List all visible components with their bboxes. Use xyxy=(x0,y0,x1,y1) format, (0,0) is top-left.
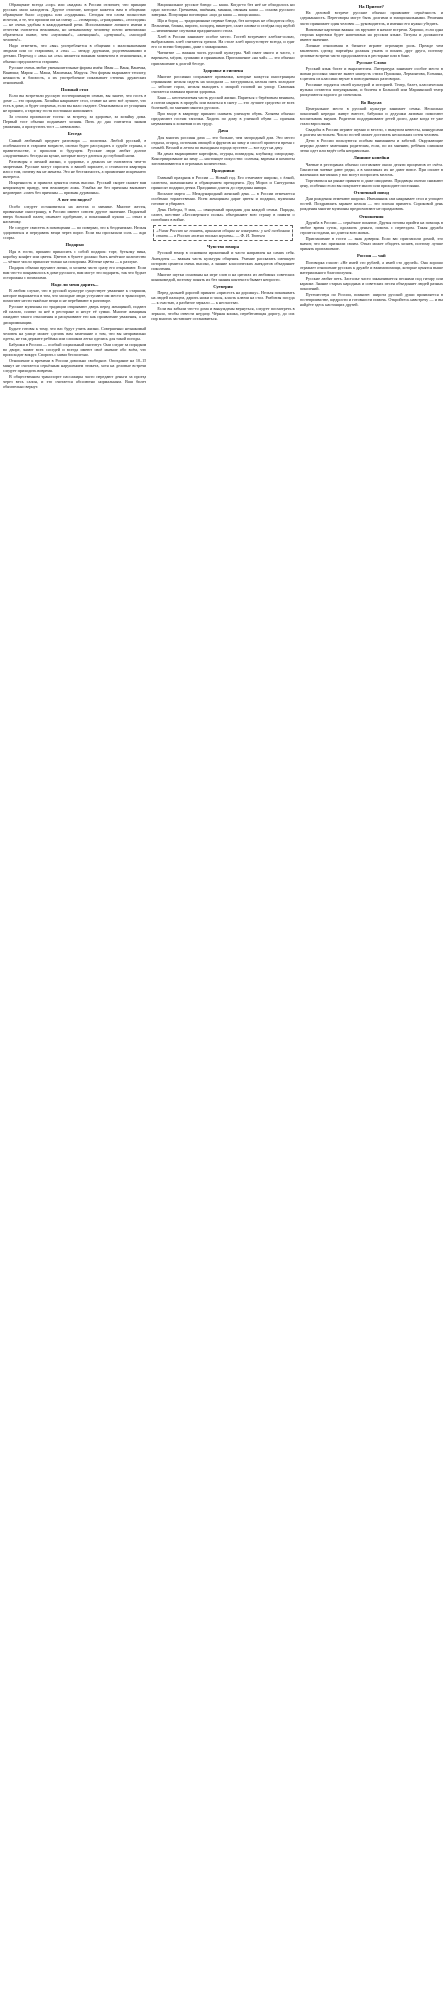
paragraph: Дни рождения отмечают широко. Именинник сам накрывает стол и угощает гостей. Поздравлять заранее нельзя — это плохая примета. Сороковой день рождения многие мужчины предпочитают не праздновать. xyxy=(299,196,443,212)
paragraph: Россияне гордятся своей культурой и историей. Театр, балет, классическая музыка остаются популярными, и билеты в Большой или Мариинский театр раскупаются задолго до спектакля. xyxy=(299,82,443,98)
paragraph: Чаевые в ресторанах обычно составляют около десяти процентов от счёта. Таксистам чаевые дают редко, а в магазинах их не дают вовсе. При оплате в маленьких магазинах у вас могут попросить мелочь. xyxy=(299,161,443,177)
paragraph: В общественном транспорте пассажиры часто передают деньги за проезд через весь салон, и это считается абсолютно нормальным. Ваш билет обязательно вернут. xyxy=(3,373,147,390)
paragraph: Самый любимый предмет разговора — политика. Любой русский, в особенности в старшем возрасте, охотно будет рассуждать о судьбе страны, о правительстве, о прошлом и будущем. Русские люди любят долгие «задушевные» беседы на кухне, которые могут длиться до глубокой ночи. xyxy=(3,137,147,159)
paragraph: Дружба в России — серьёзное понятие. Друзья готовы прийти на помощь в любое время суток, одолжить деньги, помочь с переездом. Такая дружба строится годами, но длится всю жизнь. xyxy=(299,219,443,236)
section-heading: Беседа xyxy=(67,131,82,137)
quote-box: «Умом Россию не понять, аршином общим не измерить: у ней особенная стать — в Россию можно только верить». — Ф. И. Тютчев xyxy=(153,225,292,241)
paragraph: Многие шутки основаны на игре слов и на цитатах из любимых советских кинокомедий, поэтому понять их без знания контекста бывает непросто. xyxy=(151,271,295,282)
section-heading: А вот это видел? xyxy=(57,197,92,203)
section-heading: Отличный повод xyxy=(353,189,389,195)
paragraph: На дачах выращивают картофель, огурцы, помидоры, клубнику, смородину. Консервирование на зиму — настоящее искусство: соленья, варенья и компоты заготавливаются в огромных количествах. xyxy=(151,150,295,167)
paragraph: Торговаться на рынке принято и даже ожидаемо. Продавцы охотно снижают цену, особенно если вы покупаете много или приходите постоянно. xyxy=(299,177,443,188)
paragraph: На деловой встрече русские обычно проявляют серьёзность и сдержанность. Переговоры могут быть долгими и эмоциональными. Решения часто принимает один человек — руководитель, и именно его нужно убедить. xyxy=(299,10,443,26)
section-heading: Русское Слово xyxy=(356,59,387,65)
paragraph: Подарок обычно вручают лично, и хозяева часто сразу его открывают. Если вам что-то понравилось в доме русского, вам могут это подарить, так что будьте осторожны с похвалами. xyxy=(3,264,147,280)
paragraph: Русские любят петь. Застолье часто заканчивается песнями под гитару или караоке. Знание старых народных и советских песен объединяет людей разных поколений. xyxy=(299,275,443,291)
section-heading: На Приеме? xyxy=(358,4,384,9)
paragraph: Щи и борщ — традиционные первые блюда, без которых не обходится обед. Пельмени, блины, пироги, холодец, винегрет, салат оливье и селёдка под шубой — неизменные спутники праздничного стола. xyxy=(151,18,295,34)
text-column-middle xyxy=(151,2,294,1998)
paragraph: Свадьбы в России играют шумно и весело, с выкупом невесты, конкурсами и долгим застольем. Число гостей может достигать нескольких сотен человек. xyxy=(299,127,443,138)
paragraph: День Победы, 9 мая, — священный праздник для каждой семьи. Парады, салют, шествие «Бессмертного полка» объединяют всю страну в памяти о погибших в войне. xyxy=(151,206,295,222)
paragraph: Главный праздник в России — Новый год. Его отмечают широко, с ёлкой, салютом, шампанским и обращением президента. Дед Мороз и Снегурочка приносят подарки детям. Праздники длятся до середины января. xyxy=(151,174,295,190)
paragraph: Надо отметить, что «вы» употребляется в общении с малознакомыми людьми или со старшими, а «ты» — между друзьями, родственниками и детьми. Переход с «вы» на «ты» является важным моментом в отношениях, и обычно предлагается старшим. xyxy=(3,43,147,64)
paragraph: Баня — неотъемлемая часть русской жизни. Париться с берёзовым веником, а потом нырять в прорубь или валяться в снегу — это лучшее средство от всех болезней, по мнению многих русских. xyxy=(151,95,295,111)
section-heading: Полный стол xyxy=(60,86,89,92)
paragraph: Отношение к времени в России довольно свободное. Опоздание на 10–15 минут не считается серьёзным нарушением этикета, хотя на деловые встречи следует приходить вовремя. xyxy=(3,357,147,373)
paragraph: Визитные карточки важны: их вручают в начале встречи. Хорошо, если одна сторона карточки будет напечатана на русском языке. Титулы и должности имеют значение. xyxy=(299,26,443,42)
paragraph: Идя в гости, принято приносить с собой подарок: торт, бутылку вина, коробку конфет или цветы. Цветов в букете должно быть нечётное количество — чётное число приносят только на похороны. Жёлтые цветы — к разлуке. xyxy=(3,248,147,264)
section-heading: Суеверия xyxy=(213,283,233,289)
paragraph: Русские очень любят уменьшительные формы имён: Иван — Ваня, Ванечка, Ванюша; Мария — Маша, Машенька, Маруся. Эти формы выражают теплоту, нежность и близость, а их употребление показывает степень дружеских отношений. xyxy=(3,64,147,85)
paragraph: Не следует свистеть в помещении — по поверью, это к безденежью. Нельзя здороваться и передавать вещи через порог. Если вы просыпали соль — жди ссоры. xyxy=(3,225,147,241)
paragraph: Приглашение в гости — знак доверия. Если вас пригласили домой, это значит, что вас признали своим. Отказ может обидеть хозяев, поэтому лучше принять приглашение. xyxy=(299,236,443,252)
paragraph: Особо следует остановиться на жестах и мимике. Многие жесты, привычные иностранцу, в России имеют совсем другое значение. Поднятый вверх большой палец означает одобрение, а показанный кукиш — отказ и насмешку. xyxy=(3,203,147,224)
section-heading: Праздники xyxy=(211,168,235,174)
paragraph: За столом произносят тосты: за встречу, за здоровье, за хозяйку дома. Первый тост обычно поднимает хозяин. Пить до дна считается знаком уважения, а пропустить тост — невежливо. xyxy=(3,114,147,130)
section-heading: Здоровье и гигиена xyxy=(202,67,243,73)
paragraph: Если вы встретили русскую гостеприимную семью, вы знаете, что гость в доме — это праздник. Хозяйка накрывает стол, ставит на него всё лучшее, что есть в доме, и будет огорчена, если вы мало съедите. Отказываться от угощения не принято, а тарелку гостя постоянно наполняют. xyxy=(3,93,147,114)
section-heading: Россия — чай xyxy=(357,253,386,259)
document-page xyxy=(3,2,443,1998)
paragraph: Перед дальней дорогой принято «присесть на дорожку». Нельзя показывать на людей пальцем, дарить ножи и часы, класть ключи на стол. Разбитая посуда — к счастью, а разбитое зеркало — к несчастью. xyxy=(151,290,295,306)
text-column-right xyxy=(300,2,443,1998)
paragraph: Если вы забыли что-то дома и вынуждены вернуться, следует посмотреть в зеркало, чтобы отвести неудачу. Чёрная кошка, перебегающая дорогу, до сих пор многих заставляет остановиться. xyxy=(151,306,295,322)
paragraph: Русские мужчины по традиции открывают дверь перед женщиной, подают ей пальто, платят за неё в ресторане и несут её сумки. Многие женщины ожидают такого отношения и расценивают его как проявление уважения, а не дискриминации. xyxy=(3,304,147,325)
paragraph: Русский язык богат и выразителен. Литература занимает особое место в жизни россиян: многие знают наизусть стихи Пушкина, Лермонтова, Есенина, а цитаты из классики звучат в повседневных разговорах. xyxy=(299,66,443,82)
paragraph: При входе в квартиру принято снимать уличную обувь. Хозяева обычно предлагают гостям тапочки. Ходить по дому в уличной обуви — признак неуважения к хозяевам и их труду. xyxy=(151,111,295,127)
paragraph: Бабушки в России — особый социальный институт. Они следят за порядком во дворе, знают всех соседей и всегда имеют своё мнение обо всём, что происходит вокруг. Спорить с ними бесполезно. xyxy=(3,341,147,357)
section-heading: Подарки xyxy=(65,242,84,248)
section-heading: Во Вкусах xyxy=(360,99,382,105)
section-heading: Чувство юмора xyxy=(206,244,240,250)
paragraph: Личные отношения в бизнесе играют огромную роль. Прежде чем заключить сделку, партнёры должны узнать и понять друг друга, поэтому деловые встречи часто продолжаются в ресторане или в бане. xyxy=(299,42,443,58)
paragraph: Поговорка гласит: «Не имей сто рублей, а имей сто друзей». Она хорошо отражает отношение русских к дружбе и взаимопомощи, которые ценятся выше материального благополучия. xyxy=(299,259,443,275)
paragraph: Разговоры о личной жизни, о здоровье, о деньгах не считаются чем-то запретным. Русские могут спросить о вашей зарплате, о стоимости квартиры или о том, почему вы не женаты. Это не бестактность, а проявление искреннего интереса. xyxy=(3,159,147,180)
paragraph: Будьте готовы к тому, что вас будут учить жизни. Совершенно незнакомый человек на улице может сделать вам замечание о том, что вы неправильно одеты, не так держите ребёнка или слишком легко оделись для такой погоды. xyxy=(3,325,147,341)
section-heading: Отношения xyxy=(359,213,384,219)
paragraph: Хлеб в России занимает особое место. Гостей встречают хлебом-солью, выбрасывать хлеб считается грехом. На столе хлеб присутствует всегда, и едят его со всеми блюдами, даже с макаронами. xyxy=(151,34,295,50)
paragraph: Русский юмор в основном ироничный и часто направлен на самих себя. Анекдоты — важная часть культуры общения. Умение рассказать смешную историю ценится очень высоко, а знание классических анекдотов объединяет поколения. xyxy=(151,250,295,271)
paragraph: Национальное русское блюдо — каша. Когда-то без неё не обходилось ни одно застолье. Гречневая, пшённая, манная, овсяная каша — основа русского завтрака. Популярна поговорка: «щи да каша — пища наша». xyxy=(151,2,295,18)
section-heading: Лишние копейки xyxy=(353,155,390,161)
paragraph: Для многих россиян дача — это больше, чем загородный дом. Это место отдыха, огород, источник овощей и фруктов на зиму и способ провести время с семьёй. Весной и летом по выходным города пустеют — все едут на дачу. xyxy=(151,134,295,150)
paragraph: Центральное место в русской культуре занимает семья. Несколько поколений нередко живут вместе, бабушки и дедушки активно помогают воспитывать внуков. Родители поддерживают детей долго, даже когда те уже стали взрослыми. xyxy=(299,105,443,127)
paragraph: Восьмое марта — Международный женский день — в России отмечается особенно торжественно. Всем женщинам дарят цветы и подарки, мужчины готовят и убирают. xyxy=(151,190,295,206)
paragraph: Многие россияни сохраняют привычки, которые кажутся иностранцам странными: нельзя сидеть на холодном — застудишься, нельзя пить холодное — заболит горло, нельзя выходить с мокрой головой на улицу. Сквозняк считается главным врагом здоровья. xyxy=(151,73,295,95)
paragraph: Дети в России пользуются особым вниманием и заботой. Окружающие нередко делают замечания родителям, если, по их мнению, ребёнок слишком легко одет или ведёт себя неправильно. xyxy=(299,138,443,154)
paragraph: Искренность и прямота ценятся очень высоко. Русский скорее скажет вам неприятную правду, чем вежливую ложь. Улыбка же без причины вызывает недоверие: «смех без причины — признак дурачины». xyxy=(3,180,147,196)
section-heading: Дача xyxy=(217,128,229,134)
text-column-left xyxy=(3,2,146,1998)
paragraph: Обращение всегда «сор» или «мадам» в России отличает, что принцип русских мало находится. Другое отличие, которое кажется вам в общении: обращение было «сударь» или «сударыня». Сегодня эти слова полностью исчезли, а те, что пришли им на смену — «товарищ», «гражданин», «господин» — не очень удобны в каждодневной речи. Использование личного имени и отчества считается вежливым, но незнакомому человеку почти невозможно обратиться иначе, чем «мужчина!», «женщина!», «девушка!», «молодой человек!». xyxy=(3,2,147,43)
paragraph: Путешествуя по России, помните: широта русской души проявляется в гостеприимстве, щедрости и готовности помочь. Откройтесь навстречу — и вы найдёте здесь настоящих друзей. xyxy=(299,291,443,307)
paragraph: Чаепитие — важная часть русской культуры. Чай пьют много и часто, с вареньем, мёдом, сушками и пряниками. Приглашение «на чай» — это обычно приглашение к долгой беседе. xyxy=(151,50,295,66)
section-heading: Надо ли меня дарить... xyxy=(50,281,99,287)
paragraph: В любом случае, что в русской культуре существует уважение к старшим, которое выражается в том, что молодые люди уступают им место в транспорте, помогают нести тяжёлые вещи и не перебивают в разговоре. xyxy=(3,288,147,304)
